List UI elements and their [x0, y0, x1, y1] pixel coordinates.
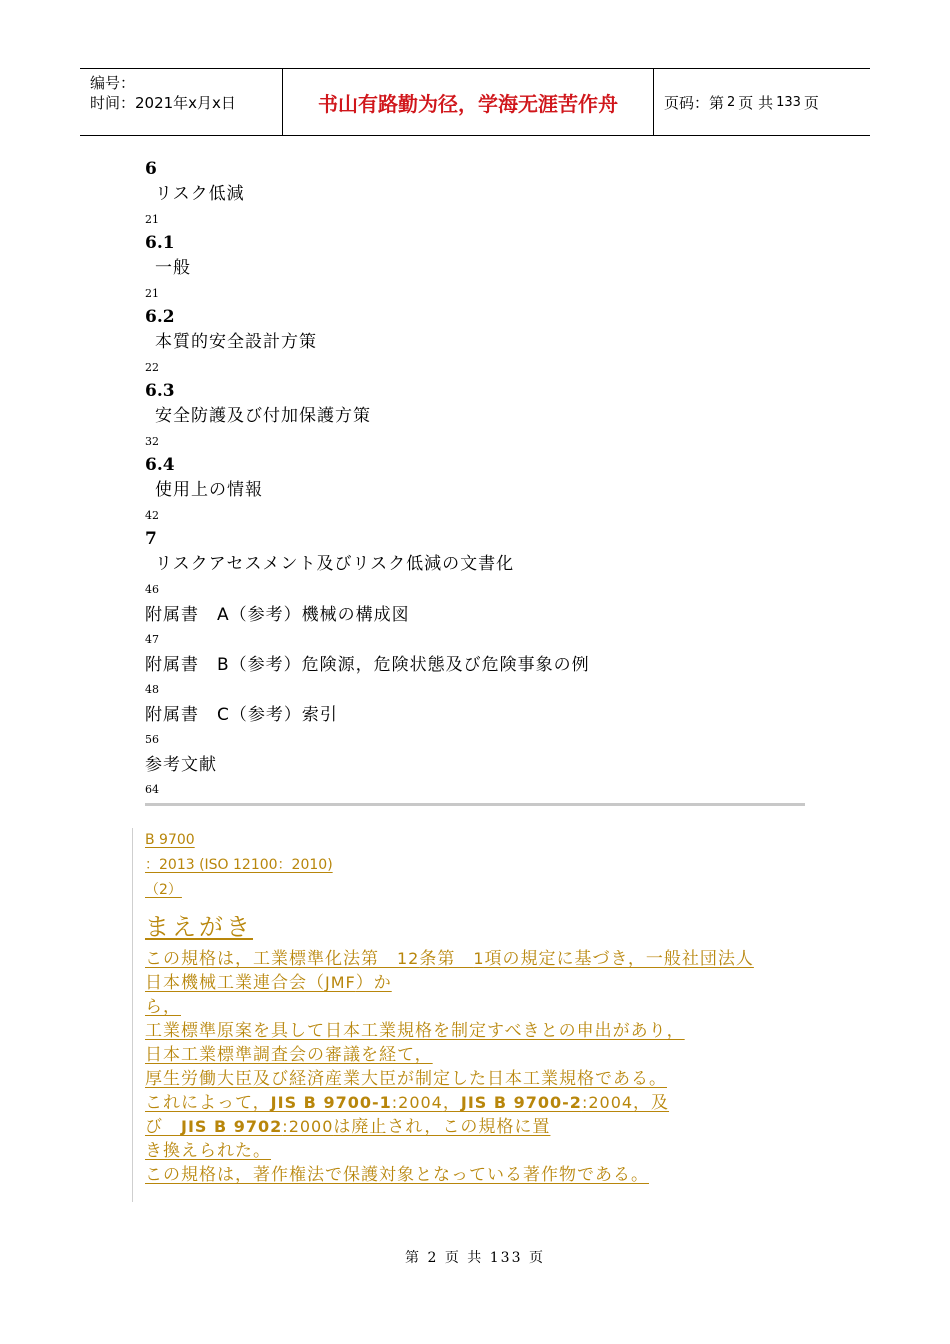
toc-entry-number: 6.3: [145, 381, 175, 401]
page-footer: [0, 1247, 950, 1267]
section-divider: [145, 803, 805, 806]
page-header: [80, 68, 870, 136]
foreword-line: 厚生労働大臣及び経済産業大臣が制定した日本工業規格である。: [145, 1069, 667, 1089]
header-page-mid: 页 共: [738, 93, 774, 112]
toc-entry[interactable]: [145, 158, 805, 232]
annex-title: （参考）索引: [229, 705, 338, 725]
toc-annex-c[interactable]: [145, 702, 805, 752]
text-run: これによって，: [145, 1093, 271, 1113]
annex-page: 47: [145, 633, 159, 646]
text-run: 項の規定に基づき，一般社団法人: [484, 949, 754, 969]
text-run: 12: [397, 949, 420, 968]
annex-letter: B: [217, 655, 230, 675]
header-page-prefix: 页码：第: [664, 93, 725, 112]
jis-reference: JIS B 9702: [181, 1117, 283, 1136]
toc-entry[interactable]: [145, 454, 805, 528]
foreword-line: ら，: [145, 997, 181, 1017]
toc-entry[interactable]: [145, 528, 805, 602]
toc-entry[interactable]: [145, 232, 805, 306]
footer-current: 2: [427, 1250, 439, 1266]
header-page-suffix: 页: [803, 93, 819, 112]
toc-entry[interactable]: [145, 306, 805, 380]
foreword-line: この規格は，著作権法で保護対象となっている著作物である。: [145, 1165, 649, 1185]
annex-page: 56: [145, 733, 159, 746]
text-run: は廃止され，この規格に置: [333, 1117, 551, 1137]
toc-entry-page: 21: [145, 287, 159, 300]
standard-year: ：2013 (ISO 12100：2010): [145, 857, 333, 873]
toc-entry-page: 22: [145, 361, 159, 374]
text-run: び: [145, 1117, 181, 1137]
annex-title: （参考）危険源，危険状態及び危険事象の例: [229, 655, 590, 675]
foreword-line: [145, 1091, 813, 1115]
text-run: 日本機械工業連合会（: [145, 973, 325, 993]
header-number-label: 编号：: [90, 74, 136, 92]
foreword-line: [145, 971, 813, 995]
text-run: :2004: [391, 1093, 443, 1112]
bibliography-page: 64: [145, 783, 159, 796]
toc-entry[interactable]: [145, 380, 805, 454]
text-run: ，: [442, 1093, 461, 1113]
header-motto: 书山有路勤为径，学海无涯苦作舟: [282, 69, 654, 135]
footer-prefix: 第: [405, 1250, 422, 1266]
text-run: :2004: [581, 1093, 634, 1112]
text-run: :2000: [282, 1117, 334, 1136]
standard-part: （2）: [145, 882, 182, 898]
footer-mid: 页 共: [444, 1250, 484, 1266]
toc-entry-title: 安全防護及び付加保護方策: [155, 406, 371, 426]
foreword-line: [145, 1115, 813, 1139]
toc-entry-title: リスクアセスメント及びリスク低減の文書化: [155, 554, 515, 574]
annex-letter: C: [217, 705, 230, 725]
toc-entry-page: 21: [145, 213, 159, 226]
foreword-line: き換えられた。: [145, 1141, 271, 1161]
toc-annex-b[interactable]: [145, 652, 805, 702]
header-page-current: 2: [727, 94, 736, 110]
toc-entry-page: 32: [145, 435, 159, 448]
standard-code: B 9700: [145, 832, 195, 848]
footer-total: 133: [489, 1250, 523, 1266]
header-meta: [80, 69, 282, 135]
annex-letter: A: [217, 605, 230, 625]
header-page-info: [654, 69, 870, 135]
foreword-line: [145, 947, 813, 971]
toc-entry-number: 6.2: [145, 307, 175, 327]
bibliography-title: 参考文献: [145, 755, 217, 775]
annex-prefix: 附属書: [145, 655, 199, 675]
text-run: この規格は，工業標準化法第: [145, 949, 397, 969]
text-run: ，及: [633, 1093, 670, 1113]
toc-bibliography[interactable]: [145, 752, 805, 802]
toc-entry-title: 使用上の情報: [155, 480, 263, 500]
text-run: 条第: [419, 949, 474, 969]
table-of-contents: [145, 158, 805, 802]
toc-entry-title: 本質的安全設計方策: [155, 332, 317, 352]
toc-entry-page: 46: [145, 583, 159, 596]
foreword-tracked-changes: [132, 828, 813, 1202]
header-time-label: 时间：2021年x月x日: [90, 94, 236, 112]
annex-prefix: 附属書: [145, 705, 199, 725]
text-run: 1: [473, 949, 485, 968]
annex-prefix: 附属書: [145, 605, 199, 625]
foreword-line: 日本工業標準調査会の審議を経て，: [145, 1045, 433, 1065]
footer-suffix: 页: [528, 1250, 545, 1266]
toc-entry-number: 6.1: [145, 233, 175, 253]
annex-title: （参考）機械の構成図: [229, 605, 410, 625]
toc-entry-page: 42: [145, 509, 159, 522]
text-run: ）か: [355, 973, 392, 993]
foreword-heading: まえがき: [145, 913, 253, 941]
toc-entry-title: 一般: [155, 258, 191, 278]
foreword-line: 工業標準原案を具して日本工業規格を制定すべきとの申出があり，: [145, 1021, 685, 1041]
jis-reference: JIS B 9700-1: [270, 1093, 392, 1112]
annex-page: 48: [145, 683, 159, 696]
toc-entry-title: リスク低減: [155, 184, 245, 204]
text-run: JMF: [325, 973, 356, 992]
toc-entry-number: 6.4: [145, 455, 175, 475]
header-page-total: 133: [776, 94, 801, 110]
toc-entry-number: 7: [145, 529, 157, 549]
toc-annex-a[interactable]: [145, 602, 805, 652]
toc-entry-number: 6: [145, 159, 157, 179]
jis-reference: JIS B 9700-2: [460, 1093, 582, 1112]
